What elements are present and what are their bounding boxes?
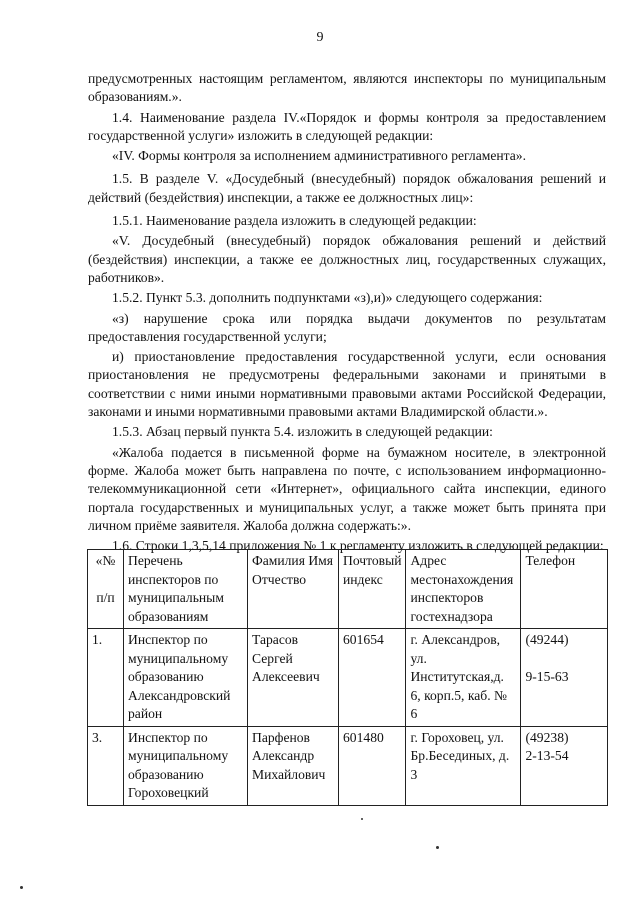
row-full-name: Тарасов Сергей Алексеевич bbox=[248, 629, 339, 727]
header-postal-index: Почтовый индекс bbox=[339, 550, 406, 629]
header-address: Адрес местонахождения инспекторов гостехнадзора bbox=[406, 550, 521, 629]
row-phone-number: 9-15-63 bbox=[525, 668, 569, 684]
header-number-top: «№ bbox=[95, 553, 116, 568]
paragraph-1-4: 1.4. Наименование раздела IV.«Порядок и формы контроля за предоставлением государственной услуги» изложить в следующей редакции: bbox=[88, 109, 606, 143]
paragraph-section-iv-title: «IV. Формы контроля за исполнением административного регламента». bbox=[112, 148, 526, 164]
row-phone-code: (49238) bbox=[525, 729, 569, 745]
row-phone bbox=[521, 629, 608, 727]
scan-speck bbox=[436, 846, 439, 849]
row-full-name: Парфенов Александр Михайлович bbox=[248, 726, 339, 805]
row-phone-code: (49244) bbox=[525, 632, 569, 647]
table-row bbox=[88, 726, 608, 805]
paragraph-1-5-2: 1.5.2. Пункт 5.3. дополнить подпунктами «з),и)» следующего содержания: bbox=[112, 290, 543, 306]
row-inspector-title: Инспектор по муниципальному образованию Гороховецкий bbox=[124, 726, 248, 805]
paragraph-subpoint-z: «з) нарушение срока или порядка выдачи документов по результатам предоставления государственной услуги; bbox=[88, 310, 606, 344]
paragraph-section-v-title: «V. Досудебный (внесудебный) порядок обжалования решений и действий (бездействия) инспекции, а также ее должностных лиц, государственных служащих, работников». bbox=[88, 233, 606, 285]
row-address: г. Александров, ул. Институтская,д. 6, корп.5, каб. № 6 bbox=[406, 629, 521, 727]
paragraph-1-6: 1.6. Строки 1,3,5,14 приложения № 1 к регламенту изложить в следующей редакции: bbox=[112, 538, 604, 554]
row-inspector-title: Инспектор по муниципальному образованию Александровский район bbox=[124, 629, 248, 727]
row-address: г. Гороховец, ул. Бр.Бесединых, д. 3 bbox=[406, 726, 521, 805]
paragraph-1-5-1: 1.5.1. Наименование раздела изложить в следующей редакции: bbox=[112, 213, 477, 229]
paragraph-1-5-3: 1.5.3. Абзац первый пункта 5.4. изложить в следующей редакции: bbox=[112, 424, 493, 440]
row-phone-number: 2-13-54 bbox=[525, 748, 569, 763]
header-number bbox=[88, 550, 124, 629]
row-postal-index: 601480 bbox=[339, 726, 406, 805]
document-body bbox=[88, 70, 606, 557]
scan-speck bbox=[361, 818, 363, 820]
header-number-bottom: п/п bbox=[96, 589, 115, 605]
paragraph-continuation: предусмотренных настоящим регламентом, являются инспекторы по муниципальным образованиям.». bbox=[88, 71, 606, 105]
paragraph-complaint: «Жалоба подается в письменной форме на бумажном носителе, в электронной форме. Жалоба может быть направлена по почте, с использованием информационно-телекоммуникационной сети «Интернет», официального сайта инспекции, единого портала государственных и муниципальных услуг, а также может быть принята при личном приёме заявителя. Жалоба должна содержать:». bbox=[88, 444, 606, 533]
table-row bbox=[88, 629, 608, 727]
inspectors-table bbox=[87, 549, 608, 806]
header-inspector-list: Перечень инспекторов по муниципальным образованиям bbox=[124, 550, 248, 629]
row-postal-index: 601654 bbox=[339, 629, 406, 727]
row-phone bbox=[521, 726, 608, 805]
paragraph-subpoint-i: и) приостановление предоставления государственной услуги, если основания приостановления не предусмотрены федеральными законами и принятыми в соответствии с ними иными нормативными правовыми актами Российской Федерации, законами и иными нормативными правовыми актами Владимирской области.». bbox=[88, 349, 606, 420]
table-header-row bbox=[88, 550, 608, 629]
row-number: 3. bbox=[88, 726, 124, 805]
page-number: 9 bbox=[316, 30, 324, 45]
paragraph-1-5: 1.5. В разделе V. «Досудебный (внесудебный) порядок обжалования решений и действий (бездействия) инспекции, а также ее должностных лиц»: bbox=[88, 171, 606, 205]
row-number: 1. bbox=[88, 629, 124, 727]
header-full-name: Фамилия Имя Отчество bbox=[248, 550, 339, 629]
scan-speck bbox=[20, 886, 23, 889]
header-phone: Телефон bbox=[521, 550, 608, 629]
